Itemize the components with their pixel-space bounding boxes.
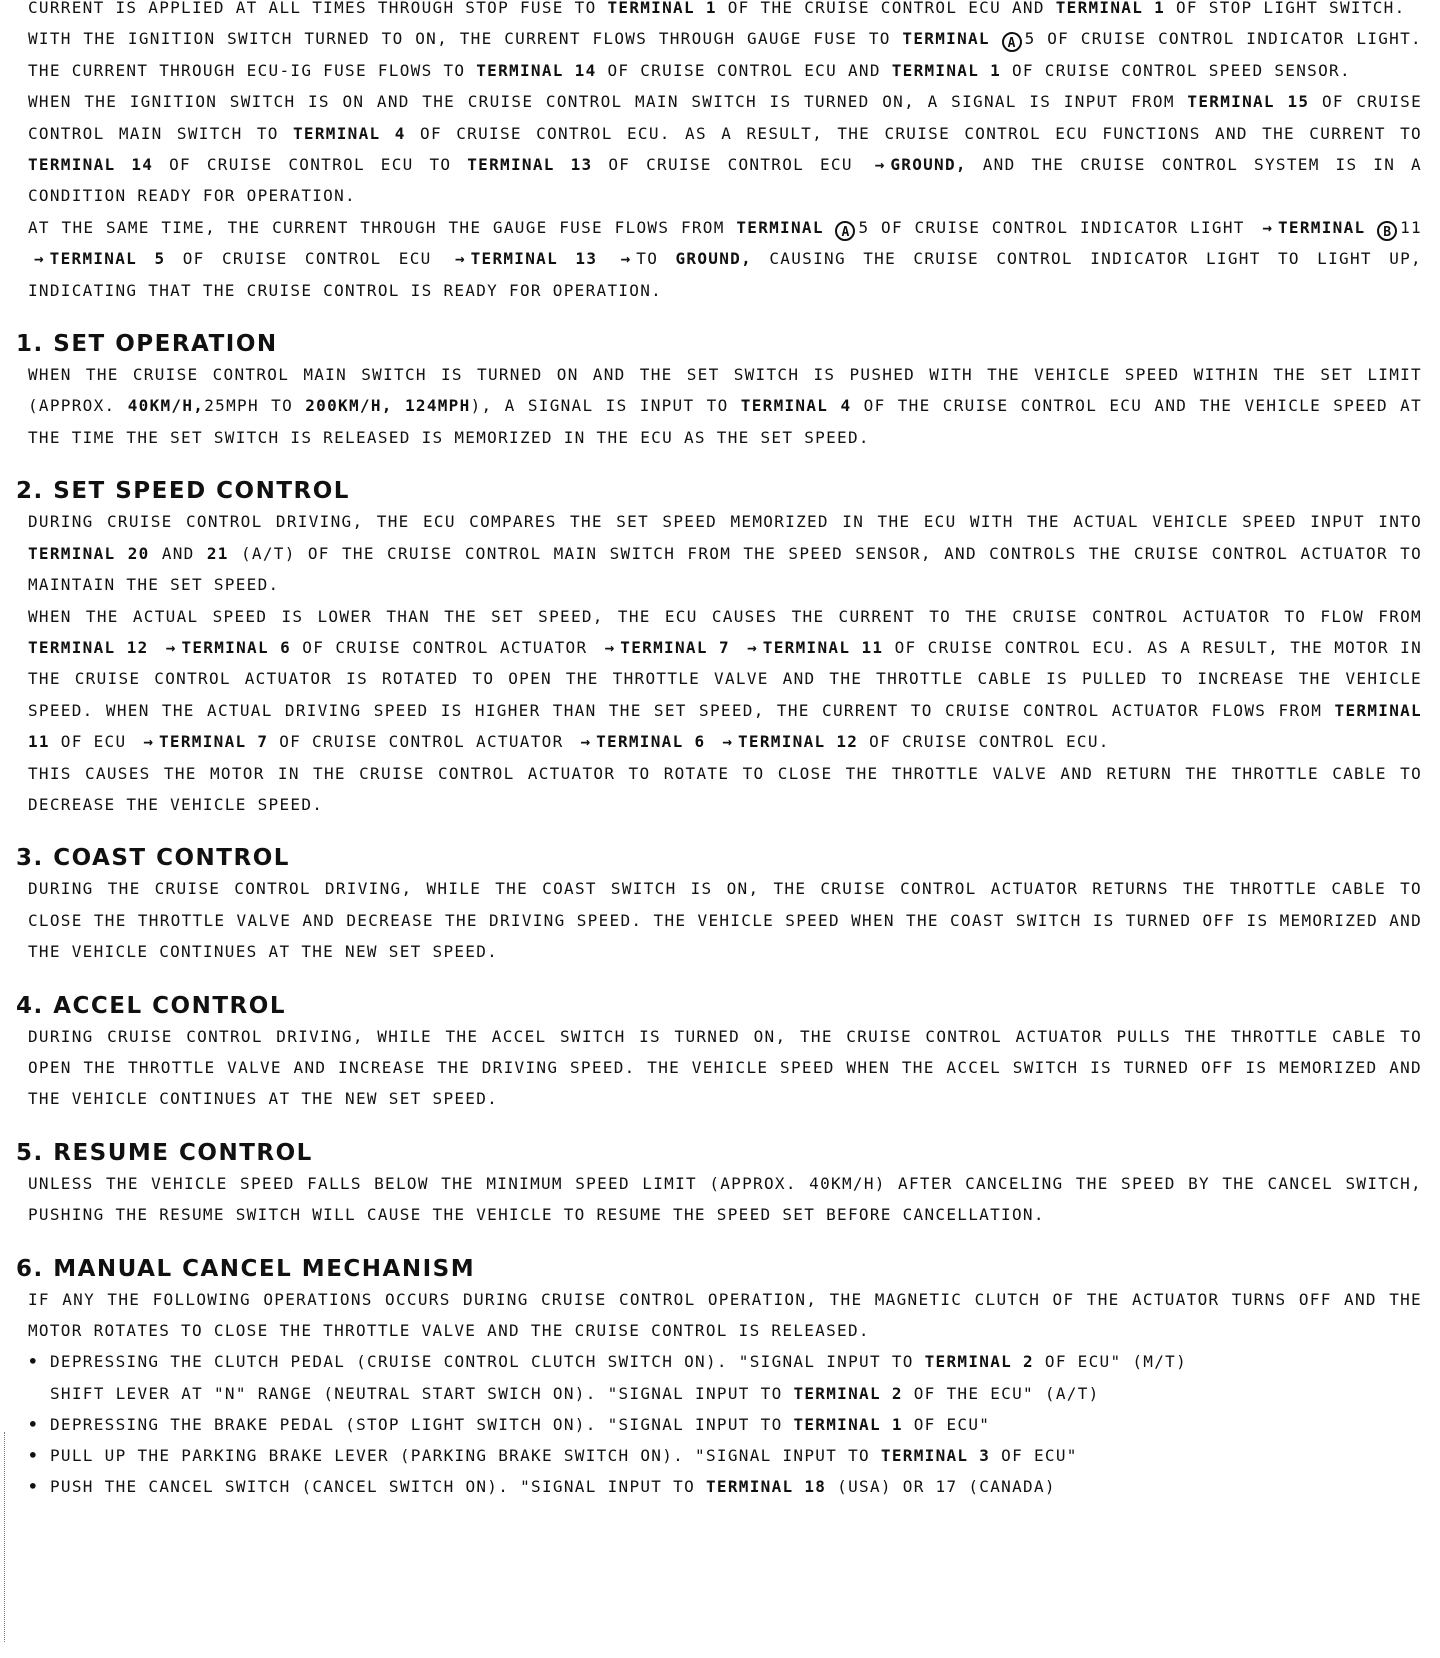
text-run: PULL UP THE PARKING BRAKE LEVER (PARKING BRAKE SWITCH ON). "SIGNAL INPUT TO — [50, 1446, 881, 1466]
text-run: 5 OF CRUISE CONTROL INDICATOR LIGHT — [858, 217, 1257, 237]
terminal-reference: TERMINAL — [902, 29, 990, 49]
text-run: OF CRUISE CONTROL SPEED SENSOR. — [1001, 60, 1351, 80]
flow-arrow-icon: → — [722, 732, 732, 752]
paragraph — [28, 23, 1422, 86]
paragraph — [28, 359, 1422, 453]
terminal-reference: TERMINAL 3 — [880, 1446, 991, 1466]
paragraph — [28, 86, 1422, 212]
text-run: OF ECU" (M/T) — [1033, 1352, 1188, 1372]
text-run: TO — [636, 249, 676, 269]
text-run: OF STOP LIGHT SWITCH. — [1165, 0, 1406, 17]
text-run: THIS CAUSES THE MOTOR IN THE CRUISE CONTROL ACTUATOR TO ROTATE TO CLOSE THE THROTTLE VALVE AND RETURN THE THROTTLE CABLE TO DECREASE THE VEHICLE SPEED. — [28, 763, 1422, 814]
list-item — [28, 1346, 1422, 1377]
terminal-reference: 40KM/H, — [127, 396, 205, 416]
terminal-reference: TERMINAL 13 — [470, 249, 598, 269]
terminal-reference: TERMINAL 4 — [293, 123, 406, 143]
text-run: (USA) OR 17 (CANADA) — [826, 1477, 1056, 1497]
text-run: OF CRUISE CONTROL MAIN SWITCH TO — [28, 92, 1423, 143]
text-run: OF CRUISE CONTROL ECU — [592, 155, 869, 175]
section-heading: 5. RESUME CONTROL — [16, 1139, 313, 1166]
flow-arrow-icon: → — [874, 155, 885, 175]
section-heading: 3. COAST CONTROL — [16, 845, 290, 872]
margin-mark — [4, 1432, 5, 1642]
text-run — [1365, 218, 1377, 237]
text-run: OF CRUISE CONTROL ACTUATOR — [291, 637, 599, 657]
text-run: OF CRUISE CONTROL ACTUATOR — [268, 732, 575, 752]
text-run: OF CRUISE CONTROL ECU. — [858, 732, 1110, 752]
cancel-operations-list — [16, 1346, 1422, 1502]
section — [16, 991, 1422, 1115]
section-heading: 1. SET OPERATION — [16, 331, 278, 358]
text-run: DURING CRUISE CONTROL DRIVING, THE ECU COMPARES THE SET SPEED MEMORIZED IN THE ECU WITH THE ACTUAL VEHICLE SPEED INPUT INTO — [28, 512, 1422, 532]
flow-arrow-icon: → — [1262, 217, 1272, 237]
terminal-reference: TERMINAL 5 — [49, 249, 166, 269]
text-run — [990, 29, 1002, 48]
terminal-reference: TERMINAL 18 — [705, 1477, 827, 1497]
text-run: UNLESS THE VEHICLE SPEED FALLS BELOW THE MINIMUM SPEED LIMIT (APPROX. 40KM/H) AFTER CANCELING THE SPEED BY THE CANCEL SWITCH, PUSHING THE RESUME SWITCH WILL CAUSE THE VEHICLE TO RESUME THE SPEED SET BEFORE CANCELLATION. — [28, 1173, 1422, 1225]
text-run: AND — [149, 543, 207, 563]
section — [16, 843, 1422, 967]
flow-arrow-icon: → — [604, 637, 615, 657]
text-run: OF CRUISE CONTROL ECU. AS A RESULT, THE CRUISE CONTROL ECU FUNCTIONS AND THE CURRENT TO — [405, 123, 1422, 143]
text-run: DURING CRUISE CONTROL DRIVING, WHILE THE ACCEL SWITCH IS TURNED ON, THE CRUISE CONTROL ACTUATOR PULLS THE THROTTLE CABLE TO OPEN THE THROTTLE VALVE AND INCREASE THE DRIVING SPEED. THE VEHICLE SPEED WHEN THE ACCEL SWITCH IS TURNED OFF IS MEMORIZED AND THE VEHICLE CONTINUES AT THE NEW SET SPEED. — [28, 1026, 1422, 1109]
list-item — [28, 1378, 1422, 1409]
terminal-reference: 21 — [206, 543, 229, 563]
bullet-icon: • — [28, 1414, 39, 1434]
text-run: 5 OF CRUISE CONTROL INDICATOR LIGHT. THE CURRENT THROUGH ECU-IG FUSE FLOWS TO — [28, 29, 1422, 80]
connector-circle-label: A — [1002, 32, 1022, 52]
text-run: OF ECU" — [902, 1414, 991, 1434]
terminal-reference: TERMINAL — [736, 217, 824, 237]
terminal-reference: TERMINAL 1 — [1055, 0, 1166, 17]
section — [16, 476, 1422, 820]
list-item — [28, 1409, 1422, 1440]
paragraph — [28, 506, 1422, 600]
text-run: PUSH THE CANCEL SWITCH (CANCEL SWITCH ON). "SIGNAL INPUT TO — [50, 1477, 706, 1497]
bullet-icon: • — [28, 1477, 39, 1497]
paragraph — [28, 1284, 1422, 1347]
terminal-reference: TERMINAL 14 — [28, 155, 154, 175]
text-run — [824, 218, 836, 237]
section-heading: 2. SET SPEED CONTROL — [16, 478, 350, 505]
intro-text — [16, 0, 1422, 306]
terminal-reference: GROUND, — [890, 155, 967, 175]
connector-circle-label: A — [835, 221, 855, 241]
terminal-reference: TERMINAL 20 — [28, 543, 150, 563]
terminal-reference: TERMINAL — [1278, 217, 1366, 237]
terminal-reference: TERMINAL 15 — [1187, 92, 1310, 112]
terminal-reference: 200KM/H, — [305, 396, 393, 416]
sections-container — [16, 329, 1422, 1346]
text-run: OF CRUISE CONTROL ECU AND — [596, 60, 892, 80]
text-run: OF CRUISE CONTROL ECU. AS A RESULT, THE MOTOR IN THE CRUISE CONTROL ACTUATOR IS ROTATED TO OPEN THE THROTTLE VALVE AND THE THROTTLE CABLE IS PULLED TO INCREASE THE VEHICLE SPEED. WHEN THE ACTUAL DRIVING SPEED IS HIGHER THAN THE SET SPEED, THE CURRENT TO CRUISE CONTROL ACTUATOR FLOWS FROM — [28, 637, 1423, 720]
section-heading: 4. ACCEL CONTROL — [16, 992, 286, 1019]
paragraph — [28, 758, 1422, 821]
paragraph — [28, 601, 1422, 758]
text-run: OF ECU — [49, 732, 138, 752]
text-run: OF CRUISE CONTROL ECU — [165, 249, 449, 269]
text-run: WHEN THE IGNITION SWITCH IS ON AND THE CRUISE CONTROL MAIN SWITCH IS TURNED ON, A SIGNAL IS INPUT FROM — [28, 92, 1188, 112]
terminal-reference: TERMINAL 11 — [762, 637, 884, 657]
section — [16, 1138, 1422, 1231]
section — [16, 1254, 1422, 1347]
text-run: OF CRUISE CONTROL ECU TO — [153, 155, 468, 175]
paragraph — [28, 1168, 1422, 1231]
text-run: OF THE ECU" (A/T) — [902, 1383, 1100, 1403]
text-run: WHEN THE CRUISE CONTROL MAIN SWITCH IS TURNED ON AND THE SET SWITCH IS PUSHED WITH THE VEHICLE SPEED WITHIN THE SET LIMIT (APPROX. — [28, 365, 1422, 416]
text-run: OF THE CRUISE CONTROL ECU AND THE VEHICLE SPEED AT THE TIME THE SET SWITCH IS RELEASED IS MEMORIZED IN THE ECU AS THE SET SPEED. — [28, 396, 1422, 447]
bullet-icon: • — [28, 1446, 39, 1466]
terminal-reference: GROUND, — [675, 249, 753, 269]
terminal-reference: 124MPH — [404, 396, 471, 416]
terminal-reference: TERMINAL 11 — [28, 700, 1422, 752]
text-run: DEPRESSING THE CLUTCH PEDAL (CRUISE CONTROL CLUTCH SWITCH ON). "SIGNAL INPUT TO — [50, 1352, 925, 1372]
text-run: DEPRESSING THE BRAKE PEDAL (STOP LIGHT SWITCH ON). "SIGNAL INPUT TO — [50, 1414, 794, 1434]
terminal-reference: TERMINAL 12 — [28, 637, 149, 657]
terminal-reference: TERMINAL 4 — [740, 396, 852, 416]
terminal-reference: TERMINAL 6 — [181, 637, 292, 657]
terminal-reference: TERMINAL 2 — [793, 1383, 903, 1403]
text-run: CURRENT IS APPLIED AT ALL TIMES THROUGH STOP FUSE TO — [28, 0, 608, 17]
section-heading: 6. MANUAL CANCEL MECHANISM — [16, 1255, 476, 1282]
flow-arrow-icon: → — [454, 249, 465, 269]
flow-arrow-icon: → — [620, 249, 631, 269]
text-run — [705, 732, 716, 751]
text-run: AT THE SAME TIME, THE CURRENT THROUGH THE GAUGE FUSE FLOWS FROM — [28, 217, 737, 237]
list-item — [28, 1471, 1422, 1502]
list-item — [28, 1440, 1422, 1471]
flow-arrow-icon: → — [580, 732, 591, 752]
bullet-icon: • — [28, 1352, 39, 1372]
text-run: IF ANY THE FOLLOWING OPERATIONS OCCURS DURING CRUISE CONTROL OPERATION, THE MAGNETIC CLUTCH OF THE ACTUATOR TURNS OFF AND THE MOTOR ROTATES TO CLOSE THE THROTTLE VALVE AND THE CRUISE CONTROL IS RELEASED. — [28, 1289, 1422, 1340]
text-run — [597, 249, 614, 268]
text-run — [149, 638, 160, 657]
text-run: 11 — [1400, 217, 1422, 237]
text-run: DURING THE CRUISE CONTROL DRIVING, WHILE THE COAST SWITCH IS ON, THE CRUISE CONTROL ACTUATOR RETURNS THE THROTTLE CABLE TO CLOSE THE THROTTLE VALVE AND DECREASE THE DRIVING SPEED. THE VEHICLE SPEED WHEN THE COAST SWITCH IS TURNED OFF IS MEMORIZED AND THE VEHICLE CONTINUES AT THE NEW SET SPEED. — [28, 879, 1422, 962]
section — [16, 329, 1422, 453]
text-run: WITH THE IGNITION SWITCH TURNED TO ON, THE CURRENT FLOWS THROUGH GAUGE FUSE TO — [28, 29, 903, 49]
text-run — [730, 638, 741, 657]
text-run: AND THE CRUISE CONTROL SYSTEM IS IN A CONDITION READY FOR OPERATION. — [28, 155, 1422, 206]
text-run: SHIFT LEVER AT "N" RANGE (NEUTRAL START SWICH ON). "SIGNAL INPUT TO — [50, 1383, 794, 1403]
flow-arrow-icon: → — [34, 249, 44, 269]
text-run: OF THE CRUISE CONTROL ECU AND — [716, 0, 1056, 17]
terminal-reference: TERMINAL 7 — [620, 637, 730, 657]
terminal-reference: TERMINAL 1 — [793, 1414, 903, 1434]
paragraph — [28, 873, 1422, 967]
text-run — [393, 396, 405, 415]
flow-arrow-icon: → — [143, 732, 153, 752]
flow-arrow-icon: → — [747, 637, 757, 657]
terminal-reference: TERMINAL 7 — [158, 732, 269, 752]
paragraph — [28, 0, 1422, 23]
text-run: (A/T) OF THE CRUISE CONTROL MAIN SWITCH FROM THE SPEED SENSOR, AND CONTROLS THE CRUISE CONTROL ACTUATOR TO MAINTAIN THE SET SPEED. — [28, 543, 1423, 595]
connector-circle-label: B — [1377, 221, 1397, 241]
terminal-reference: TERMINAL 1 — [891, 60, 1002, 80]
terminal-reference: TERMINAL 6 — [596, 732, 706, 752]
terminal-reference: TERMINAL 14 — [476, 60, 597, 80]
text-run: OF ECU" — [990, 1446, 1078, 1466]
text-run: WHEN THE ACTUAL SPEED IS LOWER THAN THE SET SPEED, THE ECU CAUSES THE CURRENT TO THE CRUISE CONTROL ACTUATOR TO FLOW FROM — [28, 606, 1422, 626]
terminal-reference: TERMINAL 2 — [924, 1352, 1034, 1372]
terminal-reference: TERMINAL 12 — [737, 732, 859, 752]
text-run: ), A SIGNAL IS INPUT TO — [470, 396, 741, 416]
paragraph — [28, 1021, 1422, 1115]
flow-arrow-icon: → — [165, 637, 176, 657]
terminal-reference: TERMINAL 13 — [467, 155, 593, 175]
paragraph — [28, 212, 1422, 306]
text-run: 25MPH TO — [204, 396, 306, 416]
terminal-reference: TERMINAL 1 — [607, 0, 717, 17]
text-run: CAUSING THE CRUISE CONTROL INDICATOR LIGHT TO LIGHT UP, INDICATING THAT THE CRUISE CONTROL IS READY FOR OPERATION. — [28, 249, 1422, 300]
